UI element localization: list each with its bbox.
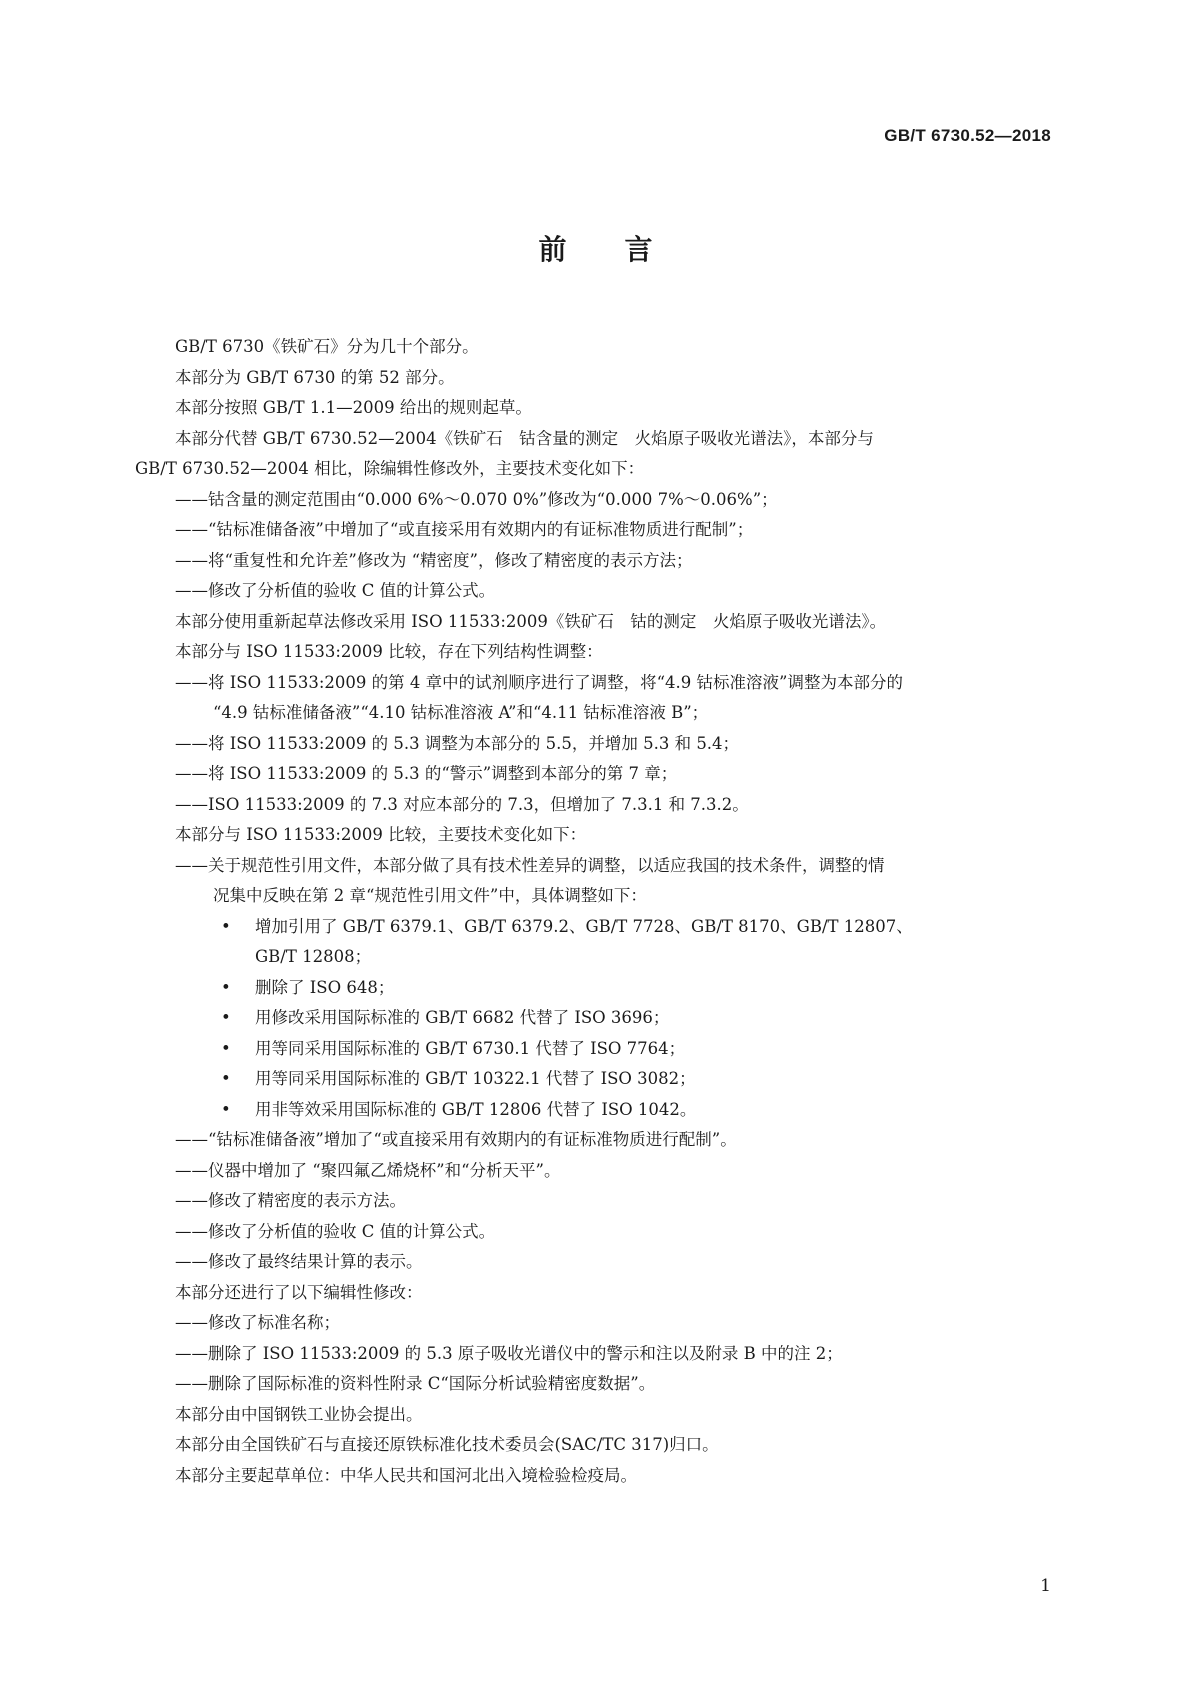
paragraph-line: 本部分使用重新起草法修改采用 ISO 11533:2009《铁矿石 钴的测定 火焰原子吸收光谱法》。 — [175, 611, 887, 631]
dash-item-line: ——将 ISO 11533:2009 的 5.3 调整为本部分的 5.5，并增加 5.3 和 5.4； — [175, 733, 740, 753]
dash-item-line: ——修改了标准名称； — [175, 1313, 340, 1332]
dash-item-line: ——将 ISO 11533:2009 的第 4 章中的试剂顺序进行了调整，将“4.9 钴标准溶液”调整为本部分的 — [175, 672, 903, 692]
dash-item-line: ——修改了分析值的验收 C 值的计算公式。 — [175, 1221, 496, 1241]
dash-item-line: “4.9 钴标准储备液”“4.10 钴标准溶液 A”和“4.11 钴标准溶液 B”； — [213, 703, 709, 722]
paragraph-line: 本部分还进行了以下编辑性修改： — [175, 1282, 423, 1302]
page-number: 1 — [1040, 1576, 1051, 1596]
title-char-2: 言 — [624, 233, 653, 266]
dash-item-line: ——修改了最终结果计算的表示。 — [175, 1252, 423, 1271]
bullet-dot-icon: • — [221, 1069, 231, 1088]
dash-item-line: ——删除了 ISO 11533:2009 的 5.3 原子吸收光谱仪中的警示和注以及附录 B 中的注 2； — [175, 1343, 843, 1363]
dash-item-line: ——“钴标准储备液”中增加了“或直接采用有效期内的有证标准物质进行配制”； — [175, 520, 754, 539]
bullet-dot-icon: • — [221, 1038, 231, 1058]
document-code: GB/T 6730.52—2018 — [884, 126, 1051, 145]
paragraph-line: GB/T 6730.52—2004 相比，除编辑性修改外，主要技术变化如下： — [135, 459, 645, 478]
bullet-item — [135, 1095, 1055, 1126]
paragraph-line: GB/T 12808； — [255, 947, 372, 966]
paragraph-line: 本部分与 ISO 11533:2009 比较，主要技术变化如下： — [175, 825, 587, 844]
bullet-dot-icon: • — [221, 977, 231, 997]
bullet-dot-icon: • — [221, 1099, 231, 1119]
paragraph-line: 本部分与 ISO 11533:2009 比较，存在下列结构性调整： — [175, 642, 603, 661]
bullet-dot-icon: • — [221, 1008, 231, 1027]
dash-item-line: ——关于规范性引用文件，本部分做了具有技术性差异的调整，以适应我国的技术条件，调整的情 — [175, 855, 885, 875]
dash-item-line: ——将 ISO 11533:2009 的 5.3 的“警示”调整到本部分的第 7 章； — [175, 764, 678, 783]
bullet-text: 用等同采用国际标准的 GB/T 10322.1 代替了 ISO 3082； — [255, 1069, 696, 1088]
bullet-item — [135, 912, 1055, 943]
dash-item-line: ——将“重复性和允许差”修改为 “精密度”，修改了精密度的表示方法； — [175, 550, 693, 570]
bullet-text: 删除了 ISO 648； — [255, 977, 395, 997]
bullet-item — [135, 1003, 1055, 1034]
paragraph-line: 本部分由全国铁矿石与直接还原铁标准化技术委员会(SAC/TC 317)归口。 — [175, 1435, 719, 1454]
dash-item-line: ——“钴标准储备液”增加了“或直接采用有效期内的有证标准物质进行配制”。 — [175, 1130, 737, 1149]
title-char-1: 前 — [538, 233, 567, 266]
dash-item-line: ——删除了国际标准的资料性附录 C“国际分析试验精密度数据”。 — [175, 1374, 656, 1393]
dash-item-line: ——修改了精密度的表示方法。 — [175, 1191, 406, 1210]
page-title — [0, 228, 1191, 268]
paragraph-line: 本部分代替 GB/T 6730.52—2004《铁矿石 钴含量的测定 火焰原子吸收光谱法》，本部分与 — [175, 428, 874, 448]
paragraph-line: GB/T 6730《铁矿石》分为几十个部分。 — [175, 337, 479, 356]
bullet-text: 增加引用了 GB/T 6379.1、GB/T 6379.2、GB/T 7728、GB/T 8170、GB/T 12807、 — [255, 916, 913, 936]
paragraph-line: 本部分按照 GB/T 1.1—2009 给出的规则起草。 — [175, 398, 532, 417]
paragraph-line: 本部分由中国钢铁工业协会提出。 — [175, 1404, 423, 1424]
dash-item-line: ——仪器中增加了 “聚四氟乙烯烧杯”和“分析天平”。 — [175, 1160, 561, 1180]
dash-item-line: ——ISO 11533:2009 的 7.3 对应本部分的 7.3，但增加了 7.3.1 和 7.3.2。 — [175, 794, 749, 814]
document-body — [135, 332, 1055, 1491]
bullet-text: 用非等效采用国际标准的 GB/T 12806 代替了 ISO 1042。 — [255, 1099, 697, 1119]
bullet-item — [135, 973, 1055, 1004]
bullet-text: 用修改采用国际标准的 GB/T 6682 代替了 ISO 3696； — [255, 1008, 670, 1027]
dash-item-line: 况集中反映在第 2 章“规范性引用文件”中，具体调整如下： — [213, 886, 647, 905]
dash-item-line: ——修改了分析值的验收 C 值的计算公式。 — [175, 581, 496, 600]
bullet-dot-icon: • — [221, 916, 231, 936]
bullet-item — [135, 1064, 1055, 1095]
paragraph-line: 本部分为 GB/T 6730 的第 52 部分。 — [175, 367, 455, 387]
dash-item-line: ——钴含量的测定范围由“0.000 6%～0.070 0%”修改为“0.000 7%～0.06%”； — [175, 489, 778, 509]
bullet-item — [135, 1034, 1055, 1065]
paragraph-line: 本部分主要起草单位：中华人民共和国河北出入境检验检疫局。 — [175, 1465, 637, 1485]
bullet-text: 用等同采用国际标准的 GB/T 6730.1 代替了 ISO 7764； — [255, 1038, 686, 1058]
